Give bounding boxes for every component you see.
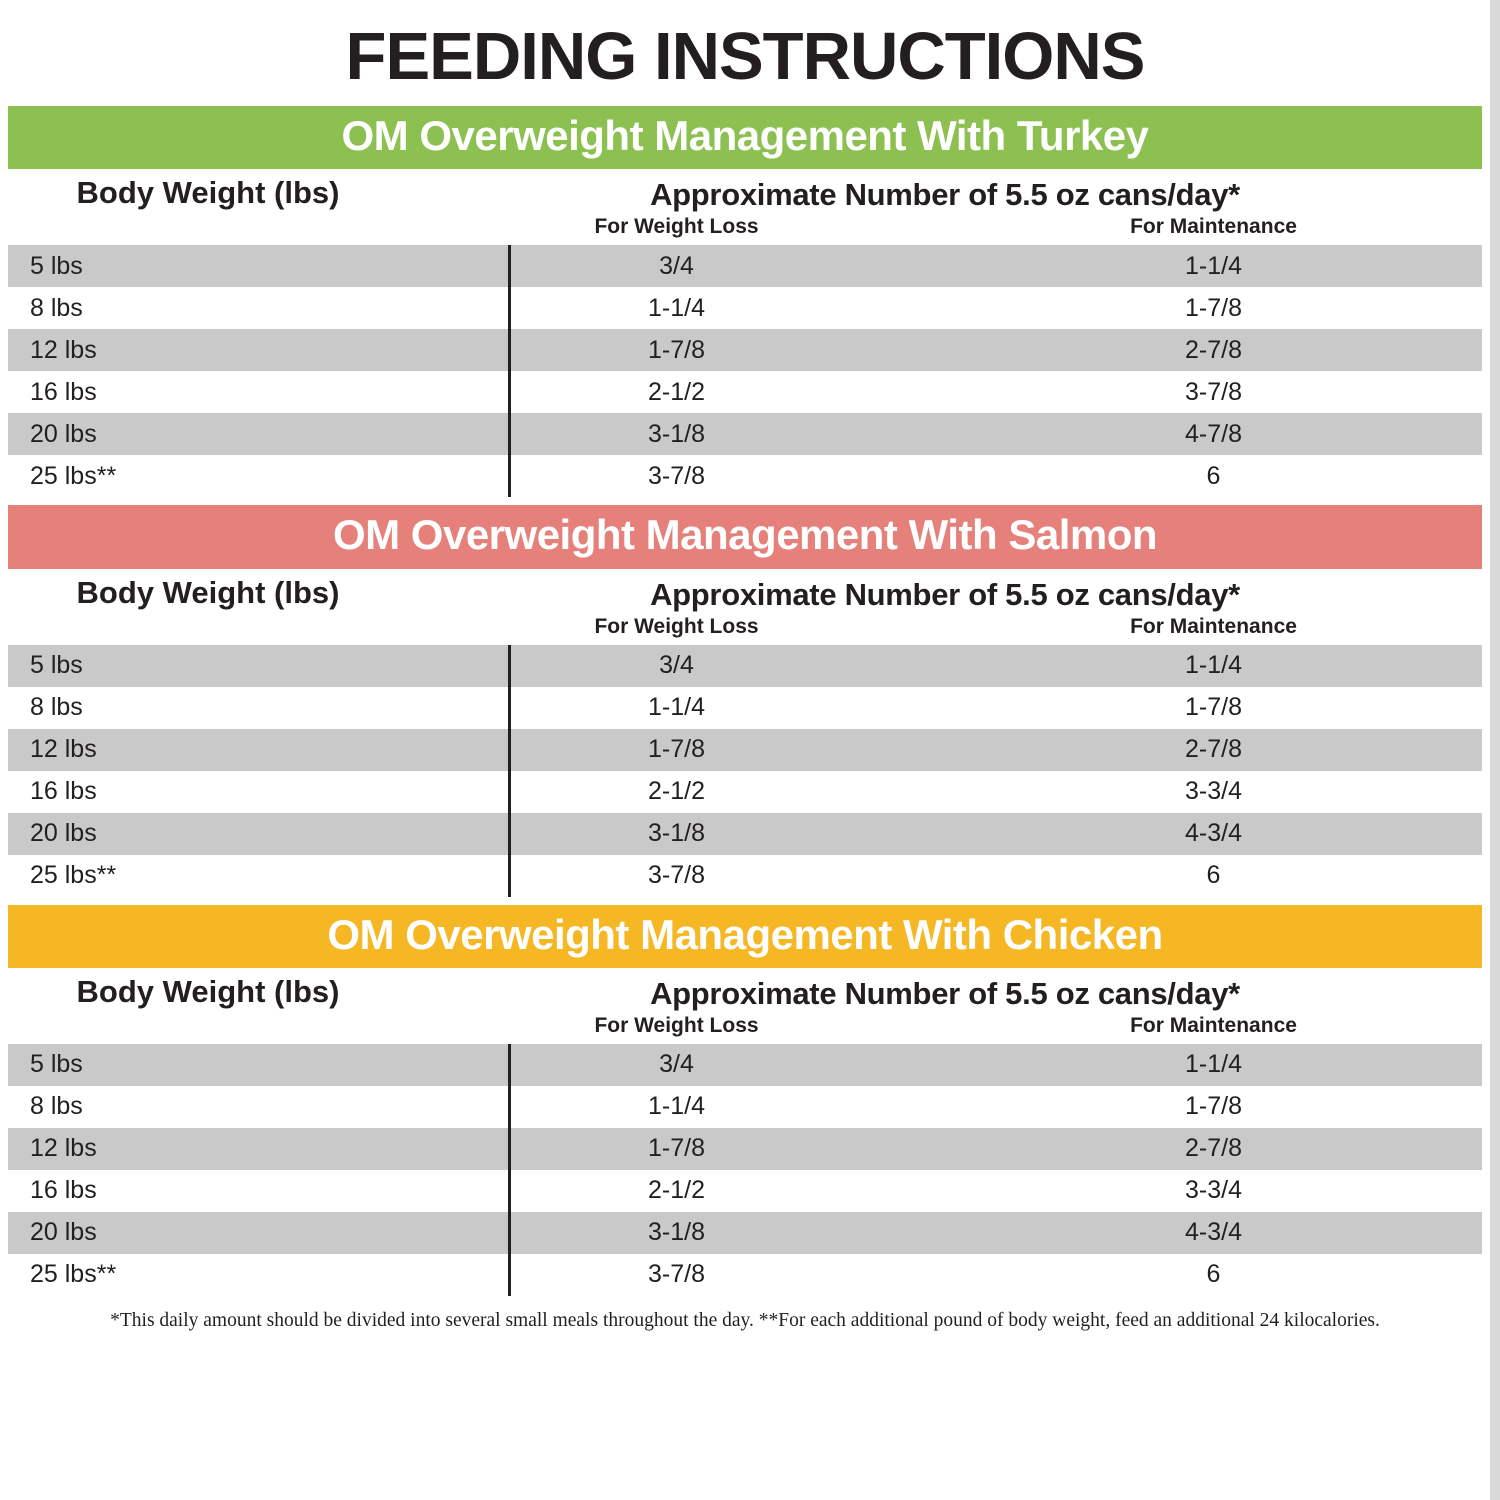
cell-body-weight: 25 lbs** [30, 1260, 117, 1289]
cell-maintenance: 1-1/4 [1185, 651, 1242, 680]
cell-weight-loss: 3-7/8 [648, 861, 705, 890]
header-body-weight: Body Weight (lbs) [76, 973, 340, 1009]
cell-maintenance: 2-7/8 [1185, 735, 1242, 764]
header-cans-per-day-label: Approximate Number of 5.5 oz cans/day* [650, 177, 1240, 213]
table-subheader-chicken [8, 1012, 1482, 1038]
cell-weight-loss: 1-7/8 [648, 735, 705, 764]
cell-maintenance: 6 [1206, 861, 1221, 890]
subheader-weight-loss: For Weight Loss [594, 1013, 759, 1037]
cell-body-weight: 20 lbs [30, 819, 97, 848]
cell-maintenance: 1-1/4 [1185, 251, 1242, 280]
cell-body-weight: 5 lbs [30, 1050, 83, 1079]
table-body-turkey [8, 245, 1482, 497]
cell-weight-loss: 3/4 [659, 251, 694, 280]
header-body-weight: Body Weight (lbs) [76, 574, 340, 610]
section-spacer [8, 897, 1482, 905]
cell-weight-loss: 1-1/4 [648, 693, 705, 722]
table-row [8, 245, 1482, 287]
table-body-salmon [8, 645, 1482, 897]
cell-body-weight: 16 lbs [30, 1176, 97, 1205]
cell-body-weight: 8 lbs [30, 293, 83, 322]
header-cans-per-day-label: Approximate Number of 5.5 oz cans/day* [650, 576, 1240, 612]
section-band-chicken: OM Overweight Management With Chicken [8, 905, 1482, 968]
cell-body-weight: 20 lbs [30, 419, 97, 448]
page-right-edge [1490, 0, 1500, 1500]
cell-maintenance: 1-7/8 [1185, 1092, 1242, 1121]
cell-maintenance: 4-7/8 [1185, 419, 1242, 448]
cell-maintenance: 4-3/4 [1185, 1218, 1242, 1247]
cell-weight-loss: 3-1/8 [648, 819, 705, 848]
footnote: *This daily amount should be divided into several small meals throughout the day. **For each additional pound of body weight, feed an additional 24 kilocalories. [110, 1309, 1380, 1331]
cell-weight-loss: 3-7/8 [648, 461, 705, 490]
cell-maintenance: 2-7/8 [1185, 335, 1242, 364]
section-spacer [8, 497, 1482, 505]
cell-maintenance: 2-7/8 [1185, 1134, 1242, 1163]
cell-body-weight: 16 lbs [30, 777, 97, 806]
header-cans-per-day [408, 577, 1482, 613]
cell-maintenance: 3-7/8 [1185, 377, 1242, 406]
table-row [8, 1212, 1482, 1254]
column-divider [508, 645, 511, 897]
header-body-weight: Body Weight (lbs) [76, 175, 340, 211]
cell-weight-loss: 3-7/8 [648, 1260, 705, 1289]
cell-body-weight: 5 lbs [30, 651, 83, 680]
cell-maintenance: 1-1/4 [1185, 1050, 1242, 1079]
section-salmon [8, 505, 1482, 896]
table-row [8, 1086, 1482, 1128]
cell-maintenance: 6 [1206, 1260, 1221, 1289]
cell-weight-loss: 1-1/4 [648, 293, 705, 322]
cell-weight-loss: 2-1/2 [648, 1176, 705, 1205]
cell-maintenance: 1-7/8 [1185, 293, 1242, 322]
table-row [8, 1254, 1482, 1296]
table-subheader-turkey [8, 213, 1482, 239]
table-row [8, 645, 1482, 687]
cell-body-weight: 12 lbs [30, 735, 97, 764]
column-divider [508, 1044, 511, 1296]
cell-weight-loss: 2-1/2 [648, 377, 705, 406]
cell-body-weight: 25 lbs** [30, 461, 117, 490]
table-header-salmon [8, 569, 1482, 613]
header-cans-per-day-label: Approximate Number of 5.5 oz cans/day* [650, 975, 1240, 1011]
table-row [8, 287, 1482, 329]
cell-body-weight: 25 lbs** [30, 861, 117, 890]
cell-body-weight: 12 lbs [30, 1134, 97, 1163]
cell-weight-loss: 2-1/2 [648, 777, 705, 806]
section-band-salmon: OM Overweight Management With Salmon [8, 505, 1482, 568]
cell-weight-loss: 1-7/8 [648, 1134, 705, 1163]
cell-body-weight: 8 lbs [30, 1092, 83, 1121]
table-row [8, 729, 1482, 771]
cell-weight-loss: 3-1/8 [648, 1218, 705, 1247]
header-cans-per-day [408, 976, 1482, 1012]
table-row [8, 371, 1482, 413]
table-row [8, 455, 1482, 497]
cell-body-weight: 12 lbs [30, 335, 97, 364]
cell-weight-loss: 1-7/8 [648, 335, 705, 364]
cell-weight-loss: 3-1/8 [648, 419, 705, 448]
cell-body-weight: 5 lbs [30, 251, 83, 280]
cell-weight-loss: 3/4 [659, 1050, 694, 1079]
table-row [8, 1170, 1482, 1212]
subheader-spacer [8, 215, 408, 239]
subheader-spacer [8, 1014, 408, 1038]
table-body-chicken [8, 1044, 1482, 1296]
table-row [8, 1044, 1482, 1086]
cell-maintenance: 3-3/4 [1185, 777, 1242, 806]
cell-maintenance: 4-3/4 [1185, 819, 1242, 848]
table-row [8, 771, 1482, 813]
table-row [8, 329, 1482, 371]
section-turkey [8, 106, 1482, 497]
table-row [8, 1128, 1482, 1170]
column-divider [508, 245, 511, 497]
table-header-turkey [8, 169, 1482, 213]
page-title: FEEDING INSTRUCTIONS [345, 19, 1145, 94]
table-row [8, 413, 1482, 455]
cell-weight-loss: 3/4 [659, 651, 694, 680]
cell-body-weight: 8 lbs [30, 693, 83, 722]
cell-body-weight: 20 lbs [30, 1218, 97, 1247]
table-row [8, 813, 1482, 855]
cell-maintenance: 1-7/8 [1185, 693, 1242, 722]
table-row [8, 687, 1482, 729]
subheader-weight-loss: For Weight Loss [594, 614, 759, 638]
table-row [8, 855, 1482, 897]
cell-body-weight: 16 lbs [30, 377, 97, 406]
subheader-maintenance: For Maintenance [1130, 1013, 1297, 1037]
subheader-maintenance: For Maintenance [1130, 614, 1297, 638]
subheader-weight-loss: For Weight Loss [594, 215, 759, 239]
table-header-chicken [8, 968, 1482, 1012]
section-chicken [8, 905, 1482, 1296]
header-cans-per-day [408, 177, 1482, 213]
section-band-turkey: OM Overweight Management With Turkey [8, 106, 1482, 169]
cell-maintenance: 3-3/4 [1185, 1176, 1242, 1205]
subheader-spacer [8, 615, 408, 639]
table-subheader-salmon [8, 613, 1482, 639]
cell-weight-loss: 1-1/4 [648, 1092, 705, 1121]
subheader-maintenance: For Maintenance [1130, 215, 1297, 239]
cell-maintenance: 6 [1206, 461, 1221, 490]
